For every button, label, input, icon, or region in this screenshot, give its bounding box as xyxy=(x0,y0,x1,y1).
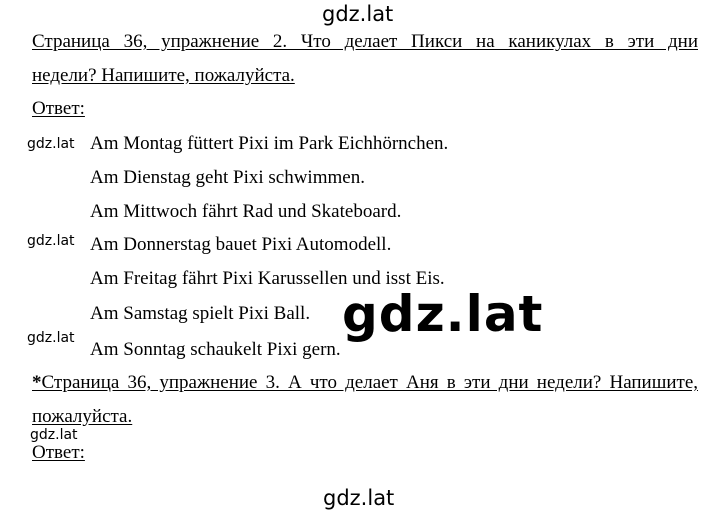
answer-line-tuesday: Am Dienstag geht Pixi schwimmen. xyxy=(90,167,365,188)
task2-star: * xyxy=(32,372,42,393)
task2-heading-line1 xyxy=(32,372,698,394)
answer-line-friday: Am Freitag fährt Pixi Karussellen und isst Eis. xyxy=(90,268,445,289)
answer-line-thursday: Am Donnerstag bauet Pixi Automodell. xyxy=(90,234,392,255)
task1-heading-line2: недели? Напишите, пожалуйста. xyxy=(32,65,295,86)
answer-line-monday: Am Montag füttert Pixi im Park Eichhörnchen. xyxy=(90,133,449,154)
answer-line-wednesday: Am Mittwoch fährt Rad und Skateboard. xyxy=(90,201,402,222)
task1-answer-label: Ответ: xyxy=(32,98,85,119)
watermark-center: gdz.lat xyxy=(342,285,544,343)
watermark-side-2: gdz.lat xyxy=(27,233,75,249)
task2-heading-line2: пожалуйста. xyxy=(32,406,133,427)
answer-line-saturday: Am Samstag spielt Pixi Ball. xyxy=(90,303,311,324)
watermark-side-1: gdz.lat xyxy=(27,136,75,152)
watermark-bottom: gdz.lat xyxy=(323,486,395,510)
watermark-side-3: gdz.lat xyxy=(27,330,75,346)
watermark-side-4: gdz.lat xyxy=(30,427,78,443)
task2-answer-label: Ответ: xyxy=(32,442,85,463)
task2-heading-text: Страница 36, упражнение 3. А что делает Аня в эти дни недели? Напишите, xyxy=(41,372,698,393)
task1-heading-line1: Страница 36, упражнение 2. Что делает Пикси на каникулах в эти дни xyxy=(32,31,698,52)
watermark-top: gdz.lat xyxy=(322,2,394,26)
answer-line-sunday: Am Sonntag schaukelt Pixi gern. xyxy=(90,339,341,360)
